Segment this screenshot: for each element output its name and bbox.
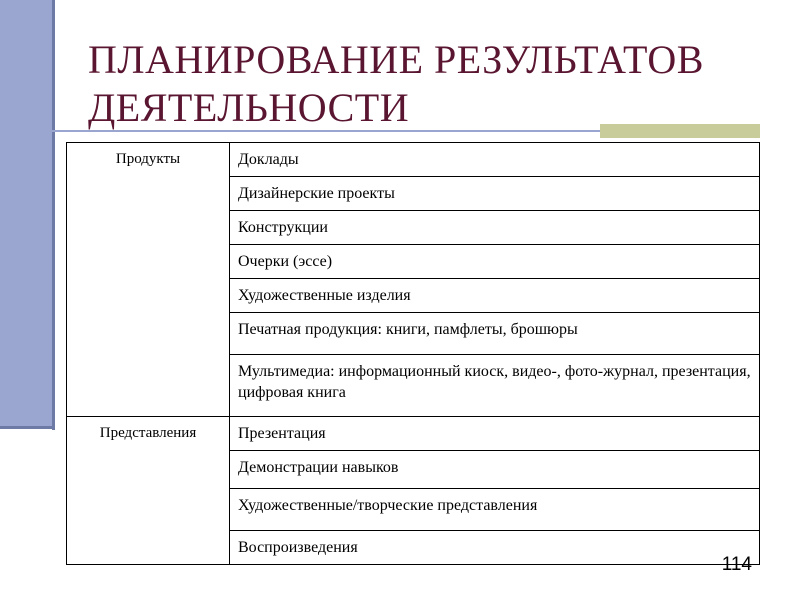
page-number: 114 <box>721 554 752 575</box>
slide-title: ПЛАНИРОВАНИЕ РЕЗУЛЬТАТОВ ДЕЯТЕЛЬНОСТИ <box>88 37 704 130</box>
item-cell: Конструкции <box>230 211 760 245</box>
side-decor-bottom <box>0 426 55 429</box>
item-cell: Художественные/творческие представления <box>230 489 760 531</box>
item-cell: Дизайнерские проекты <box>230 177 760 211</box>
category-cell: Продукты <box>67 143 230 417</box>
side-decor-bar <box>0 0 52 428</box>
title-accent-bar <box>600 124 760 138</box>
item-cell: Демонстрации навыков <box>230 451 760 489</box>
item-cell: Очерки (эссе) <box>230 245 760 279</box>
table-row <box>67 143 760 177</box>
item-cell: Доклады <box>230 143 760 177</box>
item-cell: Художественные изделия <box>230 279 760 313</box>
item-cell: Презентация <box>230 417 760 451</box>
item-cell: Воспроизведения <box>230 531 760 565</box>
item-cell: Мультимедиа: информационный киоск, видео-, фото-журнал, презентация, цифровая книга <box>230 355 760 417</box>
results-table <box>66 142 760 565</box>
table-row <box>67 417 760 451</box>
category-cell: Представления <box>67 417 230 565</box>
side-decor-shadow <box>52 0 55 430</box>
item-cell: Печатная продукция: книги, памфлеты, брошюры <box>230 313 760 355</box>
